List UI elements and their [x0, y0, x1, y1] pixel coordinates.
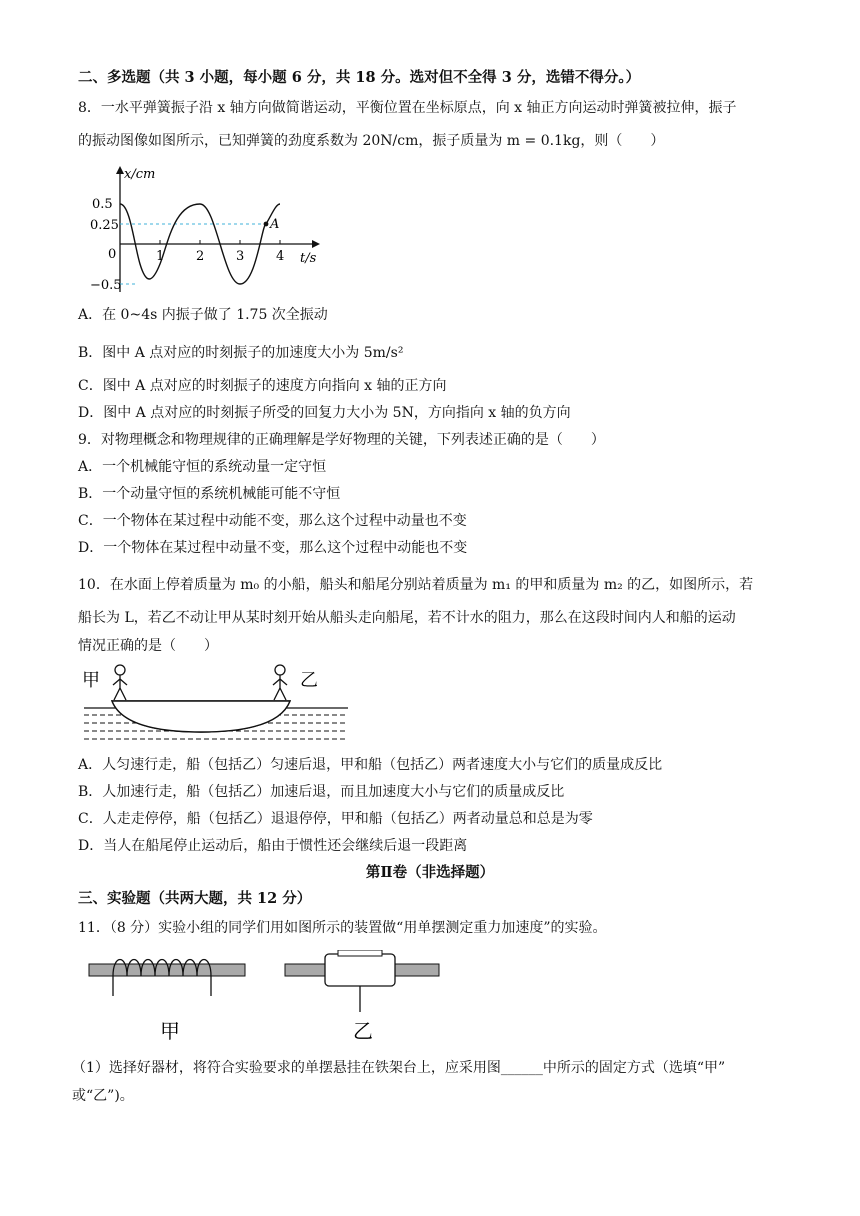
q8-vibration-graph [90, 162, 340, 302]
point-a-label: A [270, 217, 280, 232]
q10-option-a: A．人匀速行走，船（包括乙）匀速后退，甲和船（包括乙）两者速度大小与它们的质量成反比 [78, 757, 663, 773]
q9-option-d: D．一个物体在某过程中动量不变，那么这个过程中动能也不变 [78, 540, 468, 556]
q11-sub1-line1: （1）选择好器材，将符合实验要求的单摆悬挂在铁架台上，应采用图______中所示的固定方式（选填“甲” [72, 1060, 726, 1076]
y-axis-arrow-icon [116, 166, 124, 174]
x-tick-1: 1 [156, 249, 165, 264]
q9-option-c: C．一个物体在某过程中动能不变，那么这个过程中动量也不变 [78, 513, 467, 529]
origin-label: 0 [108, 247, 117, 262]
y-tick-0.5: 0.5 [92, 197, 113, 212]
x-axis-label: t/s [300, 251, 317, 266]
q11-stem: 11．（8 分）实验小组的同学们用如图所示的装置做“用单摆测定重力加速度”的实验。 [78, 920, 607, 936]
person-yi-icon [273, 665, 287, 700]
y-tick-0.25: 0.25 [90, 218, 119, 233]
q11-pendulum-figure [85, 950, 455, 1050]
person-jia-icon [113, 665, 127, 700]
q10-stem-line2: 船长为 L，若乙不动让甲从某时刻开始从船头走向船尾，若不计水的阻力，那么在这段时间内人和船的运动 [78, 610, 736, 626]
part-two-title: 第Ⅱ卷（非选择题） [365, 864, 495, 881]
x-tick-3: 3 [236, 249, 245, 264]
pendulum-label-jia: 甲 [160, 1019, 180, 1043]
pendulum-label-yi: 乙 [353, 1019, 373, 1043]
q8-stem-line1: 8．一水平弹簧振子沿 x 轴方向做简谐运动，平衡位置在坐标原点，向 x 轴正方向运动时弹簧被拉伸，振子 [78, 100, 737, 116]
x-axis-arrow-icon [312, 240, 320, 248]
q8-option-b: B．图中 A 点对应的时刻振子的加速度大小为 5m/s² [78, 345, 404, 361]
coil-mount-jia-icon [89, 960, 245, 997]
y-tick-neg0.5: −0.5 [90, 278, 122, 293]
q8-stem-line2: 的振动图像如图所示，已知弹簧的劲度系数为 20N/cm，振子质量为 m = 0.1kg，则（ ） [78, 133, 665, 149]
section-heading-multiple-choice: 二、多选题（共 3 小题，每小题 6 分，共 18 分。选对但不全得 3 分，选错不得分。） [78, 69, 641, 86]
q10-option-d: D．当人在船尾停止运动后，船由于惯性还会继续后退一段距离 [78, 838, 468, 854]
q9-option-b: B．一个动量守恒的系统机械能可能不守恒 [78, 486, 341, 502]
q11-sub1-line2: 或“乙”)。 [72, 1088, 134, 1104]
q10-stem-line3: 情况正确的是（ ） [78, 638, 218, 654]
q8-option-d: D．图中 A 点对应的时刻振子所受的回复力大小为 5N，方向指向 x 轴的负方向 [78, 405, 571, 421]
x-tick-2: 2 [196, 249, 205, 264]
y-axis-label: x/cm [124, 167, 156, 182]
q10-boat-figure [78, 658, 358, 743]
q10-stem-line1: 10．在水面上停着质量为 m₀ 的小船，船头和船尾分别站着质量为 m₁ 的甲和质量为 m₂ 的乙，如图所示，若 [78, 577, 754, 593]
q10-option-b: B．人加速行走，船（包括乙）加速后退，而且加速度大小与它们的质量成反比 [78, 784, 565, 800]
x-tick-4: 4 [276, 249, 285, 264]
point-a-dot [264, 222, 269, 227]
boat-label-jia: 甲 [82, 670, 100, 691]
clamp-mount-yi-icon [285, 950, 439, 1012]
q8-option-c: C．图中 A 点对应的时刻振子的速度方向指向 x 轴的正方向 [78, 378, 447, 394]
section-heading-experiment: 三、实验题（共两大题，共 12 分） [78, 890, 312, 907]
q8-option-a: A．在 0~4s 内振子做了 1.75 次全振动 [78, 307, 328, 323]
q9-option-a: A．一个机械能守恒的系统动量一定守恒 [78, 459, 327, 475]
q10-option-c: C．人走走停停，船（包括乙）退退停停，甲和船（包括乙）两者动量总和总是为零 [78, 811, 593, 827]
boat-label-yi: 乙 [300, 670, 318, 691]
q9-stem: 9．对物理概念和物理规律的正确理解是学好物理的关键，下列表述正确的是（ ） [78, 432, 605, 448]
